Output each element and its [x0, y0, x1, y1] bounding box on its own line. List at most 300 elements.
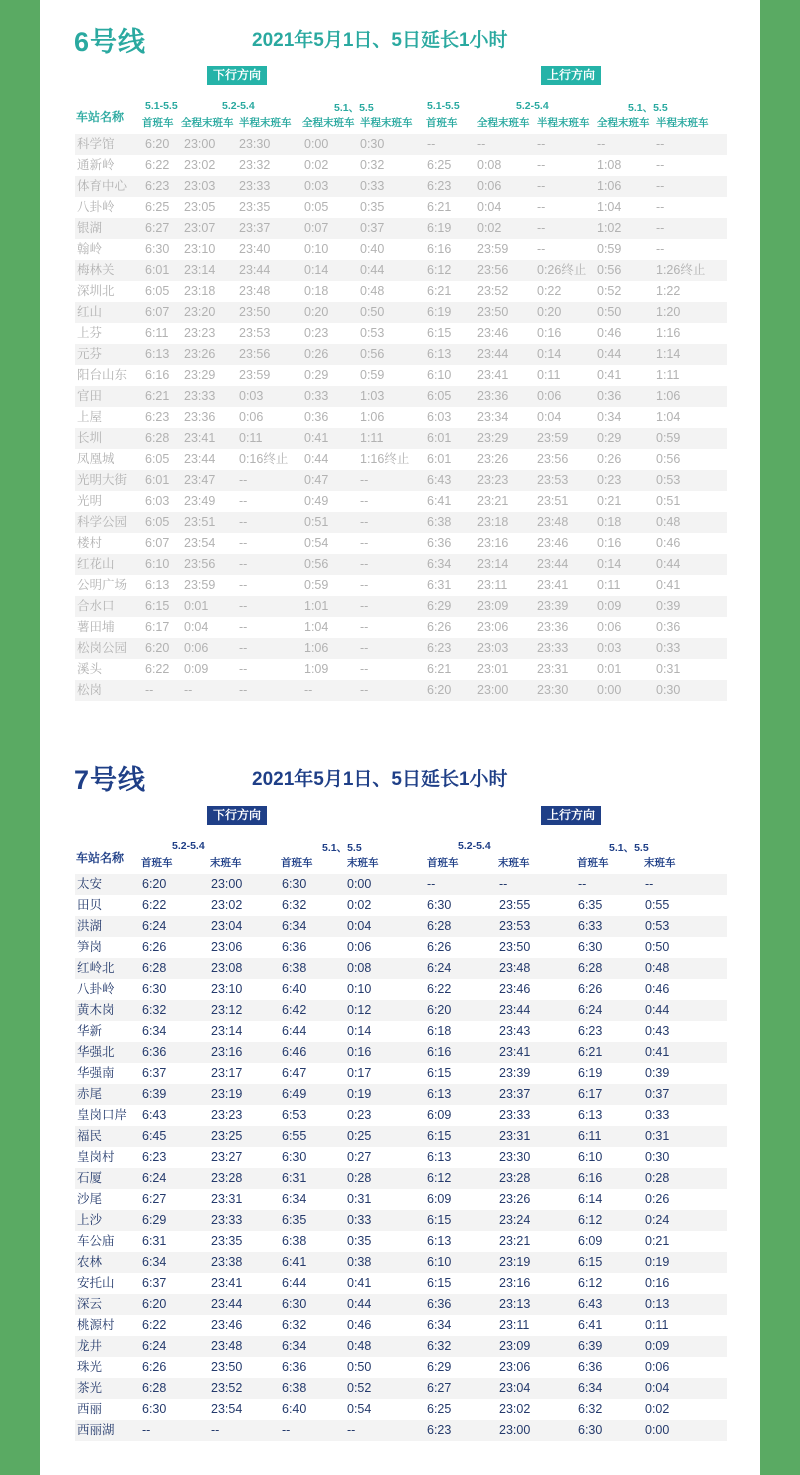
- time-cell: 23:03: [184, 179, 216, 193]
- time-cell: 23:50: [477, 305, 509, 319]
- time-cell: 23:36: [184, 410, 216, 424]
- time-cell: 23:35: [211, 1234, 243, 1248]
- time-cell: 6:14: [578, 1192, 603, 1206]
- time-cell: 0:53: [360, 326, 385, 340]
- time-cell: 0:01: [597, 662, 622, 676]
- time-cell: 0:34: [597, 410, 622, 424]
- time-cell: 0:44: [347, 1297, 372, 1311]
- time-cell: 0:03: [239, 389, 264, 403]
- station-name-cell: 八卦岭: [77, 200, 115, 214]
- line6-group-header: 5.1、5.5: [334, 102, 374, 114]
- time-cell: 6:15: [578, 1255, 603, 1269]
- time-cell: 23:48: [239, 284, 271, 298]
- time-cell: 0:19: [645, 1255, 670, 1269]
- time-cell: 0:03: [304, 179, 329, 193]
- time-cell: 6:15: [427, 1129, 452, 1143]
- time-cell: 6:12: [427, 1171, 452, 1185]
- time-cell: 6:43: [142, 1108, 167, 1122]
- time-cell: 6:27: [142, 1192, 167, 1206]
- time-cell: --: [360, 620, 369, 634]
- table-row: [75, 1336, 727, 1357]
- table-row: [75, 596, 727, 617]
- time-cell: 6:12: [578, 1276, 603, 1290]
- time-cell: 0:06: [239, 410, 264, 424]
- table-row: [75, 239, 727, 260]
- time-cell: 23:06: [211, 940, 243, 954]
- time-cell: 23:30: [499, 1150, 531, 1164]
- time-cell: 6:16: [427, 242, 452, 256]
- time-cell: 6:34: [142, 1024, 167, 1038]
- time-cell: 6:34: [282, 1192, 307, 1206]
- time-cell: 6:09: [427, 1192, 452, 1206]
- line6-col-header: 全程末班车: [302, 117, 355, 129]
- time-cell: 0:44: [645, 1003, 670, 1017]
- line7-col-header: 首班车: [141, 857, 173, 869]
- time-cell: 0:56: [656, 452, 681, 466]
- time-cell: 0:01: [184, 599, 209, 613]
- table-row: [75, 1252, 727, 1273]
- table-row: [75, 1000, 727, 1021]
- station-name-cell: 上芬: [77, 326, 103, 340]
- station-name-cell: 溪头: [77, 662, 103, 676]
- time-cell: 6:15: [427, 1276, 452, 1290]
- time-cell: 1:09: [304, 662, 329, 676]
- time-cell: 6:30: [427, 898, 452, 912]
- time-cell: 0:04: [347, 919, 372, 933]
- time-cell: --: [656, 221, 665, 235]
- table-row: [75, 1105, 727, 1126]
- time-cell: 0:22: [537, 284, 562, 298]
- table-row: [75, 386, 727, 407]
- time-cell: 6:37: [142, 1066, 167, 1080]
- time-cell: 23:39: [537, 599, 569, 613]
- time-cell: --: [537, 137, 546, 151]
- time-cell: 0:23: [347, 1108, 372, 1122]
- table-row: [75, 365, 727, 386]
- time-cell: 0:10: [304, 242, 329, 256]
- time-cell: --: [239, 473, 248, 487]
- table-row: [75, 1084, 727, 1105]
- time-cell: 0:08: [477, 158, 502, 172]
- time-cell: 6:53: [282, 1108, 307, 1122]
- table-row: [75, 1315, 727, 1336]
- time-cell: 23:21: [477, 494, 509, 508]
- time-cell: --: [360, 473, 369, 487]
- station-name-cell: 上沙: [77, 1213, 103, 1227]
- time-cell: 23:56: [537, 452, 569, 466]
- time-cell: 6:24: [427, 961, 452, 975]
- time-cell: 6:30: [282, 877, 307, 891]
- time-cell: 0:54: [347, 1402, 372, 1416]
- time-cell: 23:41: [211, 1276, 243, 1290]
- time-cell: 0:06: [597, 620, 622, 634]
- table-row: [75, 895, 727, 916]
- time-cell: --: [477, 137, 486, 151]
- table-row: [75, 1147, 727, 1168]
- time-cell: 6:34: [282, 919, 307, 933]
- time-cell: 23:33: [499, 1108, 531, 1122]
- time-cell: 23:19: [211, 1087, 243, 1101]
- time-cell: 23:52: [477, 284, 509, 298]
- time-cell: 0:16终止: [239, 452, 289, 466]
- station-name-cell: 沙尾: [77, 1192, 103, 1206]
- time-cell: --: [239, 578, 248, 592]
- time-cell: 23:16: [211, 1045, 243, 1059]
- time-cell: 0:00: [645, 1423, 670, 1437]
- time-cell: 1:04: [656, 410, 681, 424]
- time-cell: 23:40: [239, 242, 271, 256]
- time-cell: 0:11: [537, 368, 561, 382]
- time-cell: 0:55: [645, 898, 670, 912]
- time-cell: 0:27: [347, 1150, 372, 1164]
- time-cell: 6:23: [427, 641, 452, 655]
- time-cell: 23:53: [537, 473, 569, 487]
- time-cell: 6:19: [427, 305, 452, 319]
- time-cell: 6:35: [282, 1213, 307, 1227]
- line6-station-header: 车站名称: [76, 110, 125, 124]
- time-cell: 6:29: [427, 599, 452, 613]
- table-row: [75, 1168, 727, 1189]
- table-row: [75, 1273, 727, 1294]
- time-cell: 6:55: [282, 1129, 307, 1143]
- time-cell: 6:20: [145, 137, 170, 151]
- station-name-cell: 松岗: [77, 683, 103, 697]
- time-cell: 23:56: [477, 263, 509, 277]
- time-cell: 0:00: [347, 877, 372, 891]
- time-cell: 23:50: [239, 305, 271, 319]
- time-cell: 23:27: [211, 1150, 243, 1164]
- time-cell: 6:32: [578, 1402, 603, 1416]
- station-name-cell: 龙井: [77, 1339, 103, 1353]
- line6-col-header: 半程末班车: [239, 117, 292, 129]
- time-cell: 6:09: [427, 1108, 452, 1122]
- time-cell: 0:19: [347, 1087, 372, 1101]
- time-cell: --: [656, 179, 665, 193]
- time-cell: 0:26: [304, 347, 329, 361]
- time-cell: 6:12: [578, 1213, 603, 1227]
- time-cell: 0:41: [597, 368, 622, 382]
- line7-col-header: 首班车: [427, 857, 459, 869]
- time-cell: 0:23: [304, 326, 329, 340]
- time-cell: 0:33: [360, 179, 385, 193]
- station-name-cell: 太安: [77, 877, 103, 891]
- time-cell: 6:32: [427, 1339, 452, 1353]
- line7-station-header: 车站名称: [76, 851, 125, 865]
- table-row: [75, 937, 727, 958]
- time-cell: 6:38: [282, 1381, 307, 1395]
- time-cell: 23:44: [477, 347, 509, 361]
- station-name-cell: 光明: [77, 494, 103, 508]
- time-cell: 23:51: [537, 494, 569, 508]
- time-cell: 23:54: [211, 1402, 243, 1416]
- time-cell: 0:44: [360, 263, 385, 277]
- table-row: [75, 449, 727, 470]
- table-row: [75, 575, 727, 596]
- table-row: [75, 155, 727, 176]
- time-cell: 0:49: [304, 494, 329, 508]
- time-cell: 0:44: [656, 557, 681, 571]
- time-cell: 23:59: [477, 242, 509, 256]
- time-cell: 1:16终止: [360, 452, 410, 466]
- time-cell: 6:11: [578, 1129, 602, 1143]
- station-name-cell: 公明广场: [77, 578, 128, 592]
- time-cell: 6:44: [282, 1024, 307, 1038]
- time-cell: 6:21: [427, 284, 452, 298]
- time-cell: 23:03: [477, 641, 509, 655]
- time-cell: 6:31: [282, 1171, 307, 1185]
- time-cell: 1:11: [360, 431, 384, 445]
- time-cell: 6:38: [282, 961, 307, 975]
- time-cell: 0:18: [597, 515, 622, 529]
- time-cell: 0:41: [347, 1276, 372, 1290]
- time-cell: 0:32: [360, 158, 385, 172]
- time-cell: 0:39: [645, 1066, 670, 1080]
- time-cell: 6:13: [145, 578, 170, 592]
- time-cell: 0:06: [477, 179, 502, 193]
- time-cell: 0:48: [347, 1339, 372, 1353]
- time-cell: 6:28: [145, 431, 170, 445]
- line7-col-header: 末班车: [347, 857, 379, 869]
- time-cell: 23:29: [477, 431, 509, 445]
- time-cell: 6:27: [145, 221, 170, 235]
- time-cell: 6:36: [142, 1045, 167, 1059]
- time-cell: 0:30: [645, 1150, 670, 1164]
- time-cell: 6:34: [282, 1339, 307, 1353]
- time-cell: 6:21: [427, 662, 452, 676]
- time-cell: 0:03: [597, 641, 622, 655]
- station-name-cell: 元芬: [77, 347, 103, 361]
- time-cell: 23:54: [184, 536, 216, 550]
- time-cell: 6:49: [282, 1087, 307, 1101]
- table-row: [75, 470, 727, 491]
- time-cell: 6:28: [427, 919, 452, 933]
- time-cell: 6:13: [427, 347, 452, 361]
- time-cell: 23:46: [537, 536, 569, 550]
- station-name-cell: 科学馆: [77, 137, 115, 151]
- table-row: [75, 428, 727, 449]
- time-cell: 6:28: [142, 961, 167, 975]
- time-cell: 0:06: [645, 1360, 670, 1374]
- time-cell: 6:36: [578, 1360, 603, 1374]
- time-cell: --: [282, 1423, 291, 1437]
- time-cell: 0:14: [347, 1024, 372, 1038]
- time-cell: 0:30: [360, 137, 385, 151]
- time-cell: 6:01: [427, 452, 452, 466]
- table-row: [75, 1063, 727, 1084]
- station-name-cell: 科学公园: [77, 515, 128, 529]
- time-cell: --: [360, 683, 369, 697]
- time-cell: 23:59: [184, 578, 216, 592]
- time-cell: 1:14: [656, 347, 681, 361]
- time-cell: 6:29: [427, 1360, 452, 1374]
- time-cell: 0:48: [656, 515, 681, 529]
- time-cell: 23:41: [537, 578, 569, 592]
- line6-col-header: 首班车: [426, 117, 458, 129]
- station-name-cell: 田贝: [77, 898, 103, 912]
- time-cell: 0:50: [360, 305, 385, 319]
- time-cell: 6:31: [427, 578, 452, 592]
- station-name-cell: 安托山: [77, 1276, 115, 1290]
- time-cell: 6:30: [282, 1297, 307, 1311]
- station-name-cell: 银湖: [77, 221, 103, 235]
- time-cell: --: [360, 662, 369, 676]
- time-cell: 23:13: [499, 1297, 531, 1311]
- time-cell: 0:17: [347, 1066, 372, 1080]
- time-cell: 0:36: [656, 620, 681, 634]
- station-name-cell: 深圳北: [77, 284, 115, 298]
- table-row: [75, 512, 727, 533]
- time-cell: 6:23: [427, 179, 452, 193]
- time-cell: 0:50: [597, 305, 622, 319]
- time-cell: 0:36: [597, 389, 622, 403]
- time-cell: 23:33: [184, 389, 216, 403]
- time-cell: 0:08: [347, 961, 372, 975]
- time-cell: --: [537, 158, 546, 172]
- time-cell: 23:12: [211, 1003, 243, 1017]
- time-cell: 6:45: [142, 1129, 167, 1143]
- time-cell: 6:18: [427, 1024, 452, 1038]
- time-cell: 23:14: [211, 1024, 243, 1038]
- time-cell: 0:33: [347, 1213, 372, 1227]
- table-row: [75, 533, 727, 554]
- line6-date-note: 2021年5月1日、5日延长1小时: [252, 30, 508, 51]
- time-cell: --: [656, 137, 665, 151]
- table-row: [75, 407, 727, 428]
- line7-date-note: 2021年5月1日、5日延长1小时: [252, 769, 508, 790]
- time-cell: 6:29: [142, 1213, 167, 1227]
- station-name-cell: 华新: [77, 1024, 103, 1038]
- table-row: [75, 979, 727, 1000]
- time-cell: 23:55: [499, 898, 531, 912]
- time-cell: 6:28: [142, 1381, 167, 1395]
- station-name-cell: 茶光: [77, 1381, 103, 1395]
- time-cell: 6:23: [145, 410, 170, 424]
- time-cell: 6:42: [282, 1003, 307, 1017]
- time-cell: 0:33: [656, 641, 681, 655]
- time-cell: 0:33: [645, 1108, 670, 1122]
- time-cell: 0:05: [304, 200, 329, 214]
- time-cell: 6:19: [578, 1066, 603, 1080]
- time-cell: 23:14: [184, 263, 216, 277]
- time-cell: 0:46: [347, 1318, 372, 1332]
- time-cell: 6:15: [427, 1213, 452, 1227]
- time-cell: --: [360, 641, 369, 655]
- time-cell: 23:48: [211, 1339, 243, 1353]
- time-cell: 0:14: [597, 557, 622, 571]
- station-name-cell: 合水口: [77, 599, 115, 613]
- time-cell: --: [239, 557, 248, 571]
- line6-col-header: 半程末班车: [656, 117, 709, 129]
- time-cell: 23:56: [239, 347, 271, 361]
- time-cell: 0:52: [597, 284, 622, 298]
- time-cell: 0:11: [597, 578, 621, 592]
- time-cell: 6:25: [427, 158, 452, 172]
- time-cell: 6:01: [427, 431, 452, 445]
- time-cell: --: [656, 200, 665, 214]
- time-cell: 0:46: [645, 982, 670, 996]
- time-cell: 1:11: [656, 368, 680, 382]
- time-cell: 0:31: [656, 662, 681, 676]
- time-cell: 6:20: [427, 683, 452, 697]
- line6-group-header: 5.1、5.5: [628, 102, 668, 114]
- time-cell: 6:03: [427, 410, 452, 424]
- time-cell: 23:32: [239, 158, 271, 172]
- time-cell: 23:52: [211, 1381, 243, 1395]
- line7-col-header: 首班车: [281, 857, 313, 869]
- time-cell: 6:24: [142, 1171, 167, 1185]
- time-cell: 0:56: [597, 263, 622, 277]
- time-cell: 6:28: [578, 961, 603, 975]
- table-row: [75, 680, 727, 701]
- time-cell: 6:20: [427, 1003, 452, 1017]
- time-cell: 0:47: [304, 473, 329, 487]
- station-name-cell: 通新岭: [77, 158, 115, 172]
- time-cell: --: [656, 242, 665, 256]
- time-cell: 0:00: [597, 683, 622, 697]
- time-cell: 6:31: [142, 1234, 167, 1248]
- time-cell: 23:49: [184, 494, 216, 508]
- table-row: [75, 1357, 727, 1378]
- line6-group-header: 5.1-5.5: [427, 100, 460, 112]
- time-cell: 6:30: [282, 1150, 307, 1164]
- time-cell: 0:29: [597, 431, 622, 445]
- time-cell: --: [578, 877, 587, 891]
- time-cell: 0:02: [477, 221, 502, 235]
- time-cell: 23:16: [499, 1276, 531, 1290]
- time-cell: 0:37: [360, 221, 385, 235]
- station-name-cell: 光明大街: [77, 473, 128, 487]
- time-cell: 6:15: [145, 599, 170, 613]
- table-row: [75, 134, 727, 155]
- time-cell: 1:22: [656, 284, 681, 298]
- time-cell: 23:35: [239, 200, 271, 214]
- time-cell: 0:59: [360, 368, 385, 382]
- station-name-cell: 西丽湖: [77, 1423, 115, 1437]
- time-cell: 23:00: [184, 137, 216, 151]
- time-cell: 6:32: [142, 1003, 167, 1017]
- time-cell: 6:01: [145, 263, 170, 277]
- station-name-cell: 华强南: [77, 1066, 115, 1080]
- time-cell: --: [239, 599, 248, 613]
- time-cell: --: [360, 578, 369, 592]
- time-cell: 6:05: [427, 389, 452, 403]
- table-row: [75, 344, 727, 365]
- time-cell: 6:38: [282, 1234, 307, 1248]
- time-cell: 6:01: [145, 473, 170, 487]
- station-name-cell: 体育中心: [77, 179, 128, 193]
- time-cell: 0:02: [645, 1402, 670, 1416]
- table-row: [75, 1378, 727, 1399]
- station-name-cell: 石厦: [77, 1171, 103, 1185]
- time-cell: 0:35: [360, 200, 385, 214]
- time-cell: 6:41: [427, 494, 452, 508]
- time-cell: 23:11: [477, 578, 508, 592]
- station-name-cell: 官田: [77, 389, 103, 403]
- time-cell: 6:34: [578, 1381, 603, 1395]
- time-cell: 0:28: [347, 1171, 372, 1185]
- station-name-cell: 车公庙: [77, 1234, 115, 1248]
- time-cell: 23:00: [211, 877, 243, 891]
- time-cell: 0:13: [645, 1297, 670, 1311]
- time-cell: 1:06: [304, 641, 329, 655]
- time-cell: 23:43: [499, 1024, 531, 1038]
- time-cell: 6:13: [145, 347, 170, 361]
- time-cell: 0:26终止: [537, 263, 587, 277]
- time-cell: 6:30: [578, 940, 603, 954]
- line6-col-header: 全程末班车: [477, 117, 530, 129]
- table-row: [75, 958, 727, 979]
- time-cell: 0:39: [656, 599, 681, 613]
